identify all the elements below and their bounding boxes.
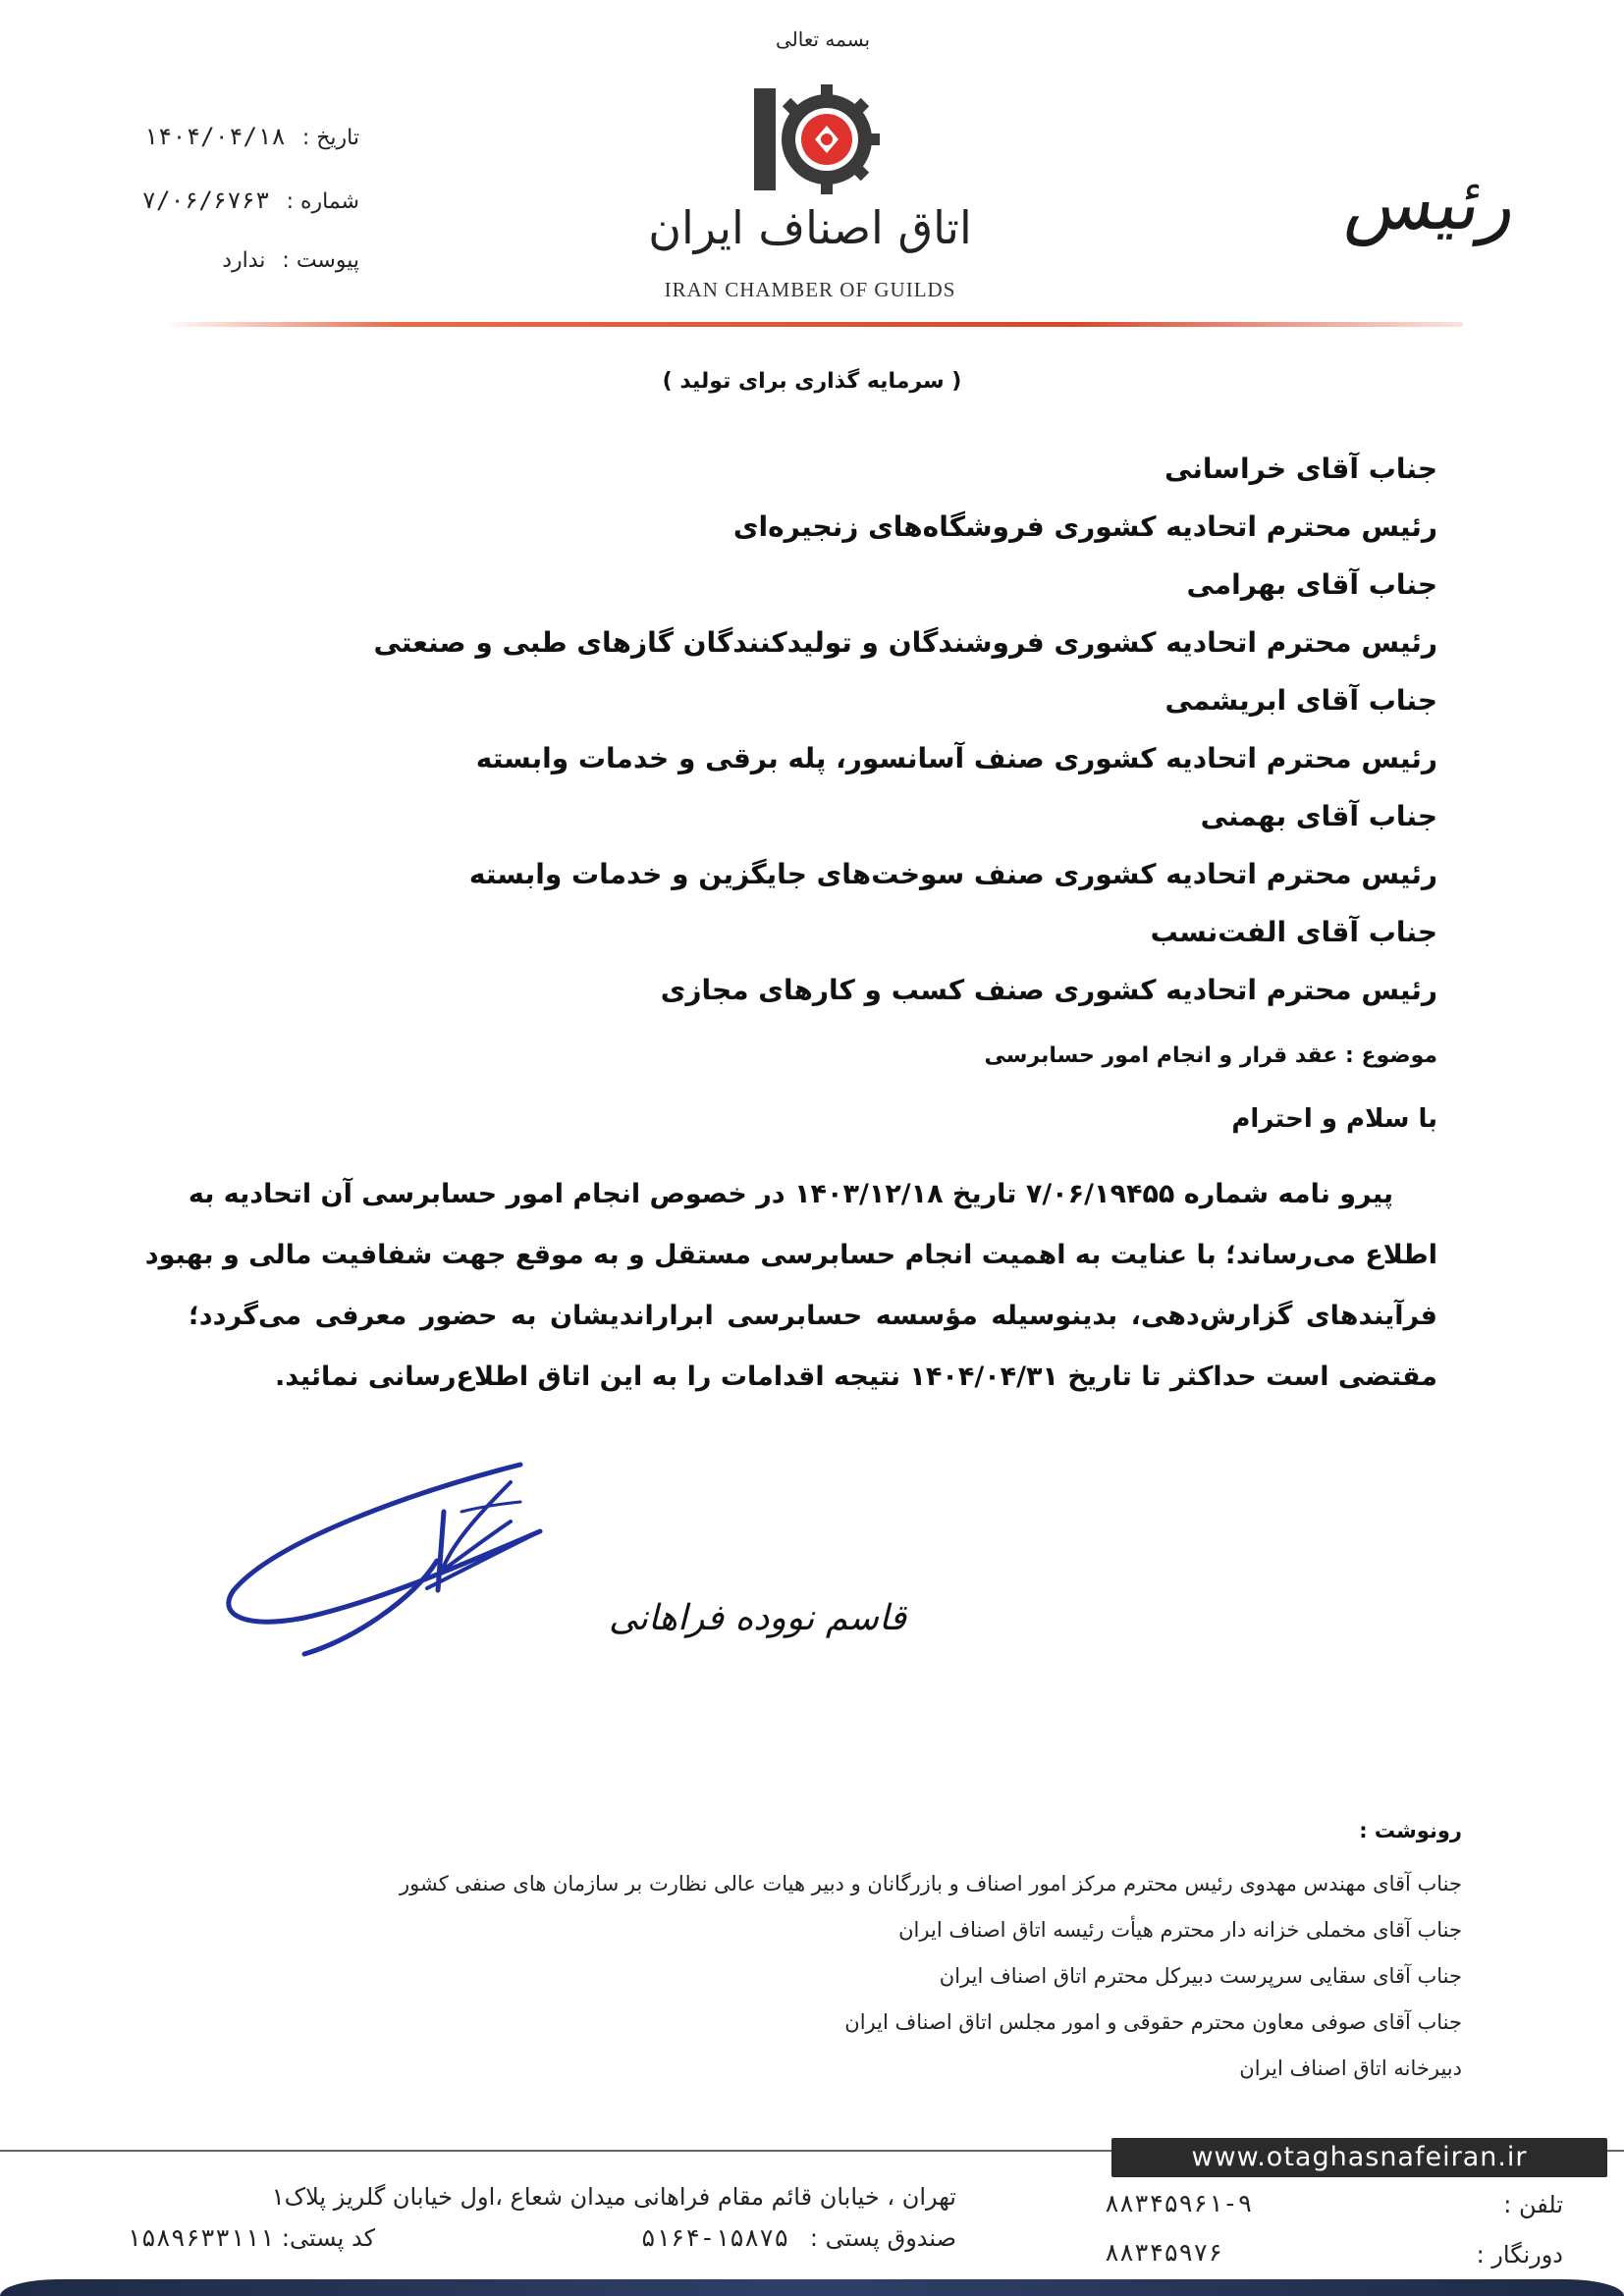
svg-text:قاسم نووده فراهانی: قاسم نووده فراهانی xyxy=(609,1598,907,1638)
number-value: ۷/۰۶/۶۷۶۳ xyxy=(141,187,270,214)
letter-body xyxy=(144,1164,1437,1408)
cc-item: جناب آقای مخملی خزانه دار محترم هیأت رئیسه اتاق اصناف ایران xyxy=(898,1918,1462,1942)
phone-value: ۸۸۳۴۵۹۶۱-۹ xyxy=(1105,2189,1253,2217)
cc-list xyxy=(166,1861,1462,2092)
date-row xyxy=(143,123,359,150)
cc-item: جناب آقای سقایی سرپرست دبیرکل محترم اتاق اصناف ایران xyxy=(939,1964,1462,1988)
body-line: پیرو نامه شماره ۷/۰۶/۱۹۴۵۵ تاریخ ۱۴۰۳/۱۲/۱۸ در خصوص انجام امور حسابرسی آن اتحادیه به xyxy=(188,1179,1393,1209)
recipient-line: رئیس محترم اتحادیه کشوری صنف سوخت‌های جایگزین و خدمات وابسته xyxy=(468,858,1437,890)
chamber-logo xyxy=(746,80,884,198)
website-link[interactable]: www.otaghasnafeiran.ir xyxy=(1111,2138,1607,2177)
recipient-line: رئیس محترم اتحادیه کشوری فروشندگان و تولیدکنندگان گازهای طبی و صنعتی xyxy=(373,626,1437,659)
date-label: تاریخ : xyxy=(301,126,359,150)
postal-code-value: ۱۵۸۹۶۳۳۱۱۱ xyxy=(126,2223,275,2252)
letterhead-title: رئیس xyxy=(1339,162,1523,246)
cc-title: رونوشت : xyxy=(1359,1819,1462,1842)
basmala: بسمه تعالی xyxy=(776,27,871,51)
subject-line: موضوع : عقد قرار و انجام امور حسابرسی xyxy=(984,1043,1437,1068)
fax-value: ۸۸۳۴۵۹۷۶ xyxy=(1105,2238,1223,2267)
recipient-line: جناب آقای الفت‌نسب xyxy=(1150,916,1437,948)
body-line: مقتضی است حداکثر تا تاریخ ۱۴۰۴/۰۴/۳۱ نتیجه اقدامات را به این اتاق اطلاع‌رسانی نمائید. xyxy=(275,1362,1437,1392)
org-name-fa: اتاق اصناف ایران xyxy=(648,201,972,254)
recipient-line: رئیس محترم اتحادیه کشوری صنف آسانسور، پله برقی و خدمات وابسته xyxy=(475,742,1437,774)
number-row xyxy=(142,187,359,214)
postal-code-row xyxy=(127,2223,375,2252)
po-box-value: ۱۵۸۷۵-۵۱۶۴ xyxy=(640,2223,789,2252)
footer-address: تهران ، خیابان قائم مقام فراهانی میدان شعاع ،اول خیابان گلریز پلاک۱ xyxy=(271,2183,956,2211)
header-divider xyxy=(162,322,1463,327)
attachment-row xyxy=(222,248,359,273)
cc-item: دبیرخانه اتاق اصناف ایران xyxy=(1239,2056,1462,2080)
org-name-en: IRAN CHAMBER OF GUILDS xyxy=(664,278,956,301)
body-line: فرآیندهای گزارش‌دهی، بدینوسیله مؤسسه حسابرسی ابراراندیشان به حضور معرفی می‌گردد؛ xyxy=(189,1301,1437,1331)
phone-label: تلفن : xyxy=(1503,2191,1563,2218)
cc-item: جناب آقای مهندس مهدوی رئیس محترم مرکز امور اصناف و بازرگانان و دبیر هیات عالی نظارت بر سازمان های صنفی کشور xyxy=(400,1872,1462,1896)
recipient-line: جناب آقای بهرامی xyxy=(1186,568,1437,601)
recipient-line: رئیس محترم اتحادیه کشوری فروشگاه‌های زنجیره‌ای xyxy=(732,510,1437,543)
postal-code-label: کد پستی: xyxy=(281,2224,375,2252)
recipient-line: جناب آقای ابریشمی xyxy=(1164,684,1437,717)
fax-label: دورنگار : xyxy=(1476,2241,1563,2269)
attachment-value: ندارد xyxy=(222,248,266,273)
footer-band xyxy=(0,2279,1624,2296)
body-line: اطلاع می‌رساند؛ با عنایت به اهمیت انجام حسابرسی مستقل و به موقع جهت شفافیت مالی و بهبود xyxy=(144,1240,1437,1270)
date-value: ۱۴۰۴/۰۴/۱۸ xyxy=(143,123,286,150)
handwritten-signature xyxy=(216,1453,907,1669)
recipient-line: جناب آقای خراسانی xyxy=(1164,453,1437,485)
cc-item: جناب آقای صوفی معاون محترم حقوقی و امور مجلس اتاق اصناف ایران xyxy=(844,2010,1462,2034)
recipient-line: رئیس محترم اتحادیه کشوری صنف کسب و کارهای مجازی xyxy=(660,974,1437,1006)
number-label: شماره : xyxy=(286,189,359,214)
po-box-row xyxy=(641,2223,956,2252)
recipient-line: جناب آقای بهمنی xyxy=(1200,800,1437,832)
attachment-label: پیوست : xyxy=(282,248,359,273)
greeting: با سلام و احترام xyxy=(1231,1104,1437,1134)
slogan: ( سرمایه گذاری برای تولید ) xyxy=(662,369,962,394)
po-box-label: صندوق پستی : xyxy=(809,2224,956,2252)
recipients-block xyxy=(259,440,1437,1019)
